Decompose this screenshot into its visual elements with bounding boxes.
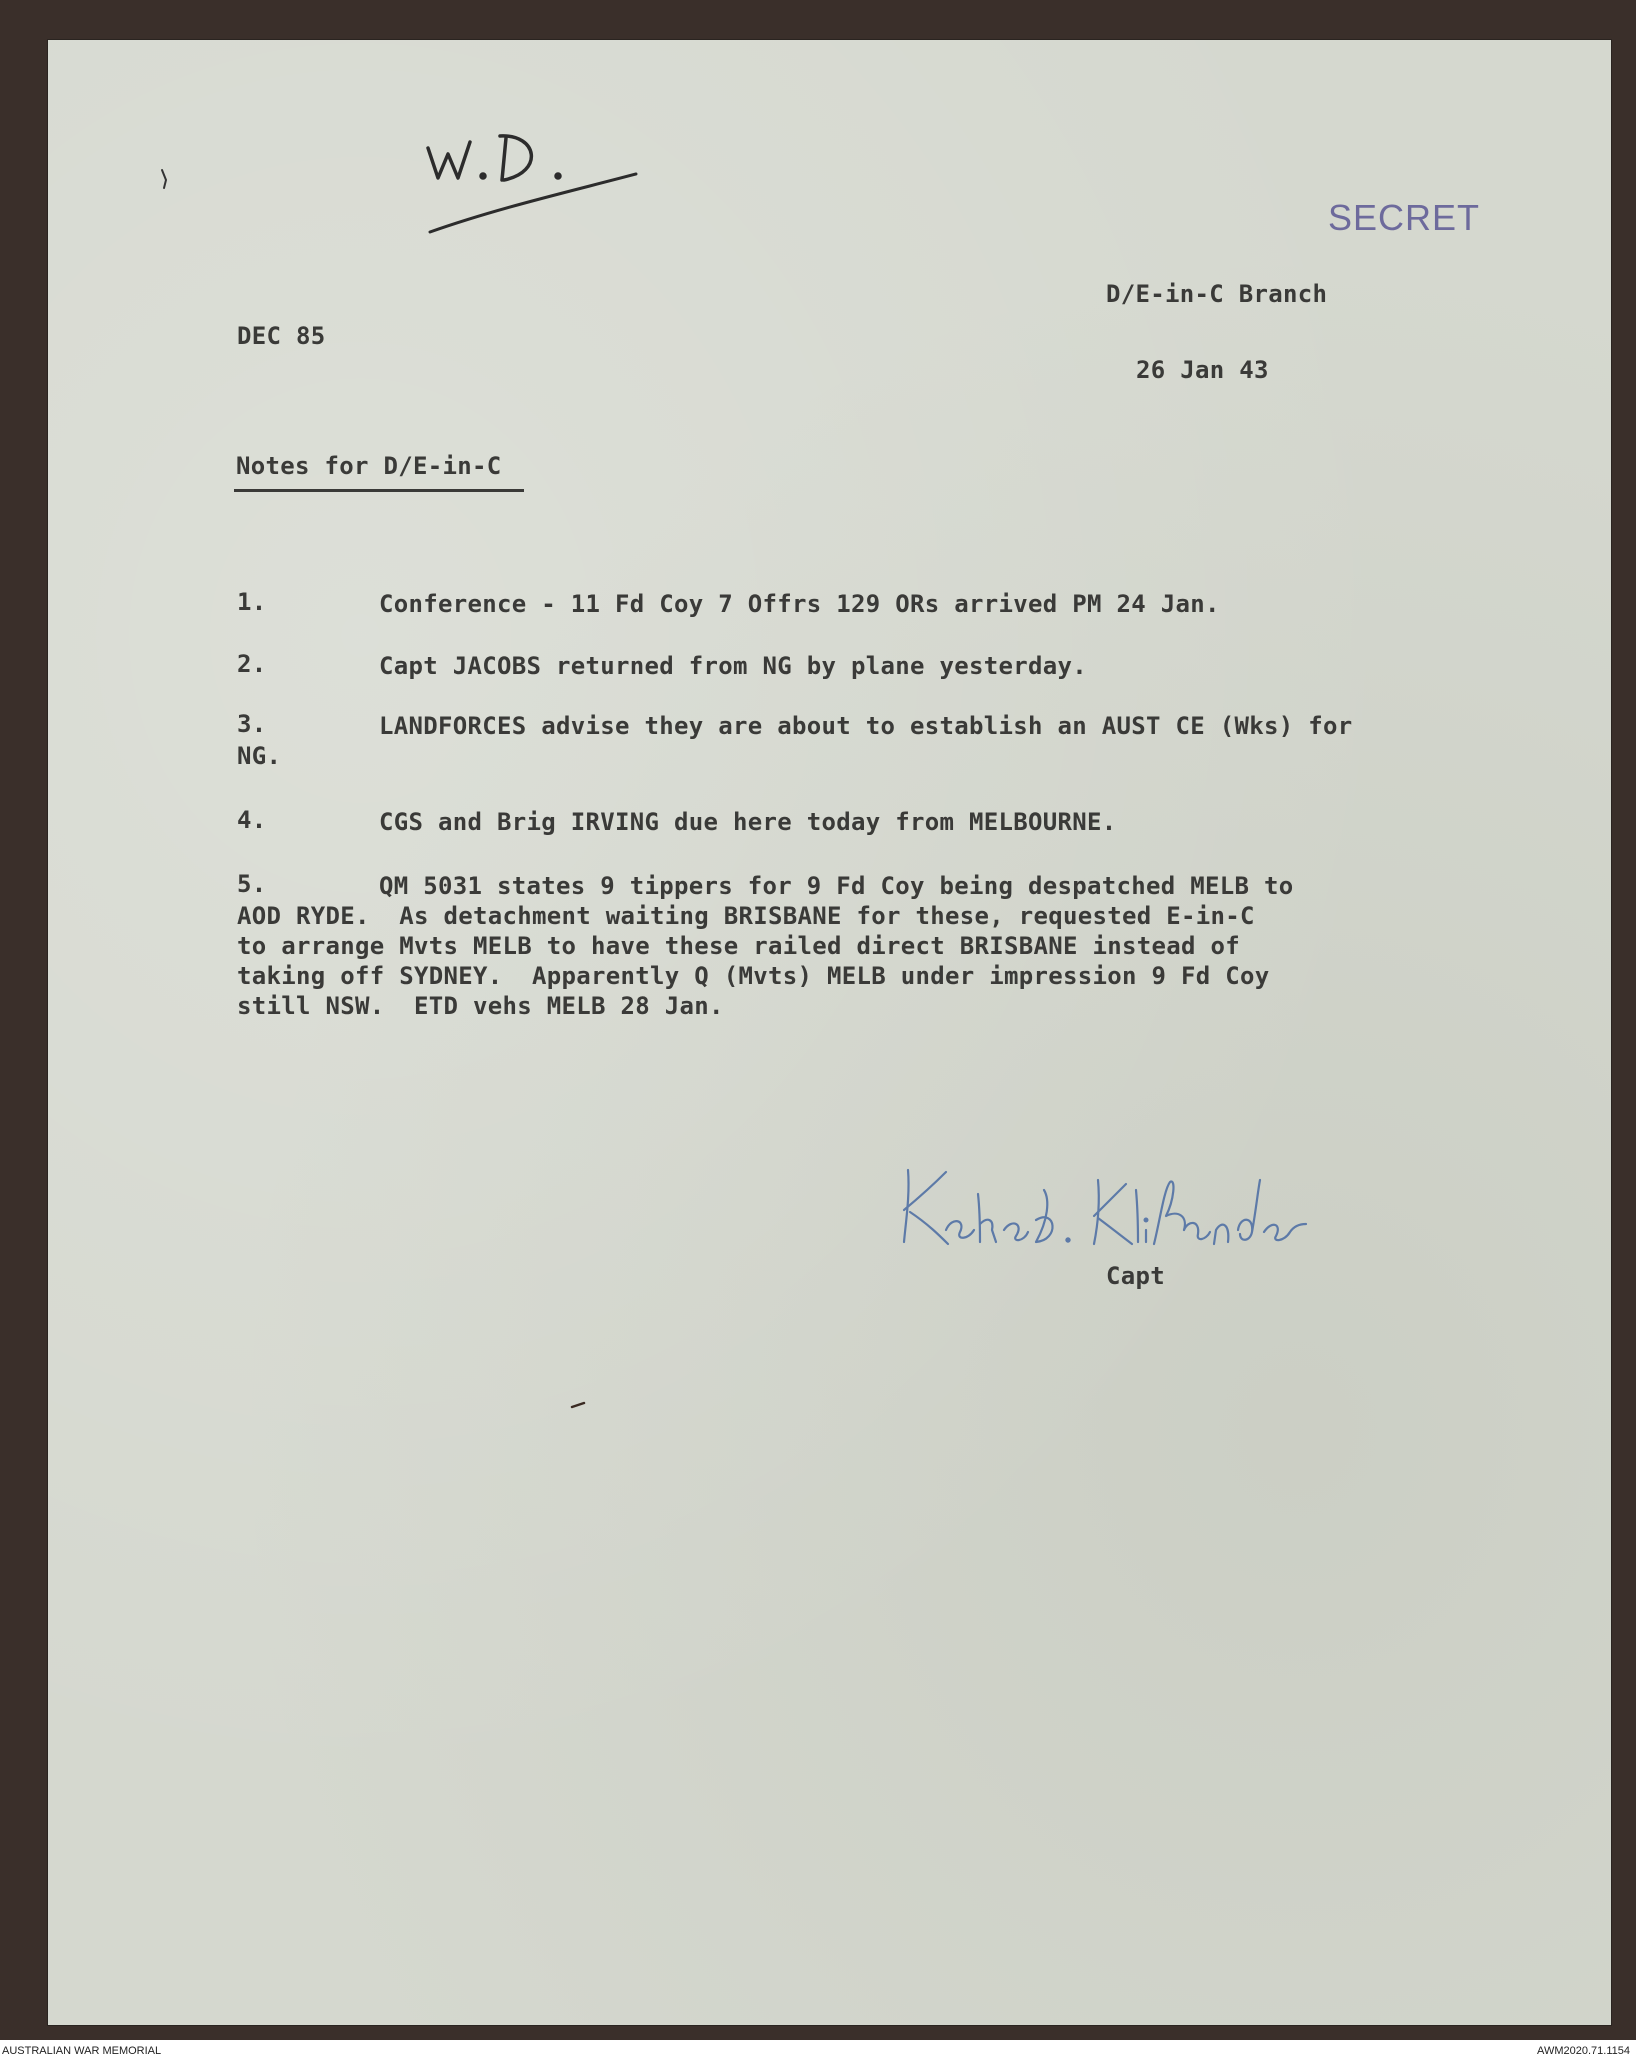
secret-stamp: SECRET (1328, 197, 1481, 238)
margin-mark (156, 166, 176, 196)
item-text: Conference - 11 Fd Coy 7 Offrs 129 ORs arrived PM 24 Jan. (379, 590, 1220, 618)
item-number: 3. (237, 710, 267, 738)
item-text: taking off SYDNEY. Apparently Q (Mvts) MELB under impression 9 Fd Coy (237, 962, 1270, 990)
heading-underline (234, 489, 524, 492)
footer-institution: AUSTRALIAN WAR MEMORIAL (2, 2045, 162, 2057)
handwritten-wd-mark (388, 90, 648, 240)
item-text: to arrange Mvts MELB to have these railed direct BRISBANE instead of (237, 932, 1240, 960)
stray-mark (570, 1400, 590, 1410)
item-text: QM 5031 states 9 tippers for 9 Fd Coy being despatched MELB to (379, 872, 1294, 900)
file-reference: DEC 85 (237, 322, 326, 350)
item-text: Capt JACOBS returned from NG by plane yesterday. (379, 652, 1087, 680)
item-number: 2. (237, 650, 267, 678)
item-text: LANDFORCES advise they are about to establish an AUST CE (Wks) for (379, 712, 1353, 740)
footer-reference: AWM2020.71.1154 (1537, 2045, 1630, 2057)
handwritten-signature (888, 1150, 1318, 1260)
item-text: CGS and Brig IRVING due here today from MELBOURNE. (379, 808, 1117, 836)
item-text: NG. (237, 742, 282, 770)
document-page (48, 40, 1611, 2025)
branch-heading: D/E-in-C Branch (1106, 280, 1328, 308)
signatory-rank: Capt (1106, 1262, 1165, 1290)
document-heading: Notes for D/E-in-C (236, 452, 502, 480)
item-number: 1. (237, 588, 267, 616)
item-text: AOD RYDE. As detachment waiting BRISBANE for these, requested E-in-C (237, 902, 1255, 930)
document-date: 26 Jan 43 (1136, 356, 1269, 384)
item-number: 4. (237, 806, 267, 834)
item-text: still NSW. ETD vehs MELB 28 Jan. (237, 992, 724, 1020)
item-number: 5. (237, 870, 267, 898)
